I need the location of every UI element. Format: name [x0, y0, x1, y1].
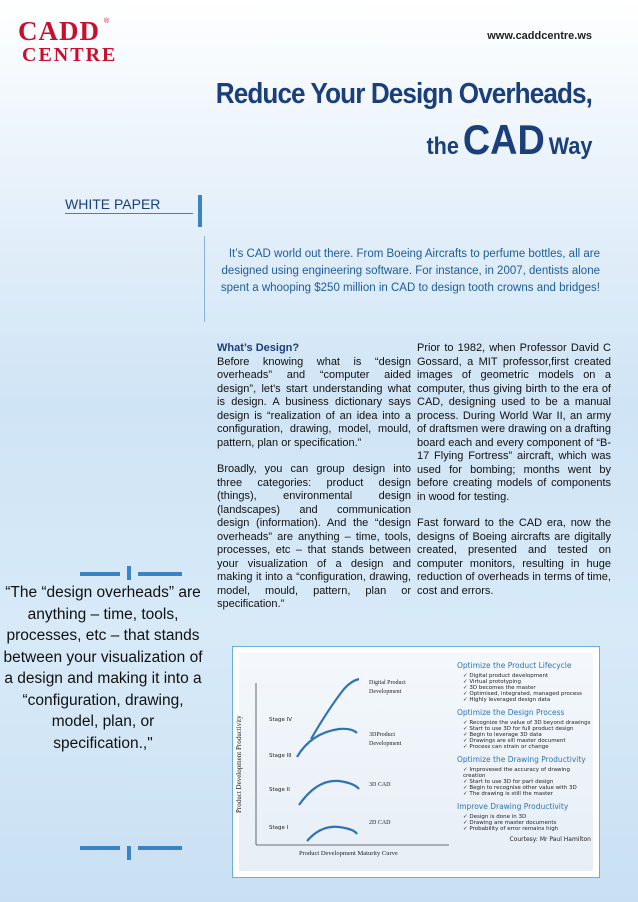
legend-item [463, 697, 591, 703]
curve-label: 3DProduct Development [369, 732, 402, 747]
curve-label: Digital Product Development [369, 680, 406, 695]
stage-label: Stage IV [269, 717, 293, 723]
intro-text: It’s CAD world out there. From Boeing Aircrafts to perfume bottles, all are designed using engineering software. For instance, in 2007, dentists alone spent a whooping $250 million in CAD to design tooth crowns and bridges! [220, 248, 600, 294]
quote-bar-bottom-right [138, 846, 182, 850]
legend-section [457, 708, 591, 750]
curve-2d-cad [307, 827, 357, 841]
legend-item-text: Drawings are sill master document [469, 738, 566, 744]
curve-3d-product [297, 729, 357, 757]
legend-item [463, 791, 591, 797]
figure-legend [457, 661, 591, 843]
legend-item-text: The drawing is still the master [469, 791, 553, 797]
legend-item [463, 826, 591, 832]
y-axis-label: Product Development Productivity [235, 715, 243, 813]
check-icon: ✓ [463, 785, 468, 791]
section-label: WHITE PAPER [65, 196, 161, 212]
legend-heading: Improve Drawing Productivity [457, 802, 569, 811]
paragraph: Before knowing what is “design overheads” and “computer aided design”, let's start understanding what is design. A business dictionary says design is “realization of an idea into a configuration, drawing, model, mould, pattern, plan or specification.” [217, 355, 411, 449]
legend-section [457, 802, 591, 832]
quote-bar-bottom-mid [127, 846, 131, 860]
legend-item-text: Probability of error remains high [469, 826, 559, 832]
x-axis-label: Product Development Maturity Curve [299, 850, 398, 857]
check-icon: ✓ [463, 691, 468, 697]
legend-item-text: Begin to leverage 3D data [469, 732, 542, 738]
check-icon: ✓ [463, 726, 468, 732]
title-cad: CAD [462, 116, 545, 163]
registered-mark: ® [104, 18, 110, 25]
figure-panel [235, 653, 593, 871]
quote-bar-top-left [80, 572, 120, 576]
legend-list [463, 767, 591, 797]
logo-text-bottom: CENTRE [22, 44, 118, 66]
title-the: the [426, 133, 459, 160]
check-icon: ✓ [463, 814, 468, 820]
left-column [217, 342, 411, 625]
intro-divider [204, 236, 205, 322]
legend-item-text: Drawing are master documents [469, 820, 557, 826]
legend-item-text: Optimised, integrated, managed process [469, 691, 583, 697]
check-icon: ✓ [463, 685, 468, 691]
legend-list [463, 814, 591, 832]
section-bar [198, 195, 202, 227]
product-maturity-figure [232, 646, 600, 878]
legend-item-text: Start to use 3D for part design [469, 779, 554, 785]
title-line-1: Reduce Your Design Overheads, [215, 78, 592, 110]
check-icon: ✓ [463, 744, 468, 750]
cadd-centre-logo [18, 18, 122, 65]
stage-label: Stage II [269, 787, 290, 793]
legend-item [463, 744, 591, 750]
quote-bar-bottom-left [80, 846, 120, 850]
check-icon: ✓ [463, 820, 468, 826]
right-column [417, 342, 611, 611]
legend-item-text: Digital product development [469, 673, 549, 679]
legend-heading: Optimize the Drawing Productivity [457, 755, 586, 764]
legend-section [457, 661, 591, 703]
legend-item-text: Improvesed the accuracy of drawing creation [463, 767, 570, 779]
legend-item-text: Design is done in 3D [469, 814, 527, 820]
check-icon: ✓ [463, 732, 468, 738]
check-icon: ✓ [463, 779, 468, 785]
check-icon: ✓ [463, 767, 468, 773]
section-underline [65, 213, 193, 214]
curve-3d-cad [299, 781, 359, 805]
legend-list [463, 673, 591, 703]
quote-bar-top-right [138, 572, 182, 576]
legend-item-text: Start to use 3D for full product design [469, 726, 574, 732]
legend-section [457, 755, 591, 797]
paragraph: Prior to 1982, when Professor David C Gossard, a MIT professor,first created images of geometric models on a computer, thus giving birth to the era of CAD, designing used to be a manual process. During World War II, an army of draftsmen were drawing on a drafting board each and every component of “B-17 Flying Fortress” aircraft, which was used for bombing; months went by before creating models of components in wood for testing. [417, 342, 611, 503]
check-icon: ✓ [463, 791, 468, 797]
legend-heading: Optimize the Product Lifecycle [457, 661, 572, 670]
section-heading: What’s Design? [217, 342, 300, 354]
legend-item-text: Virtual prototyping [469, 679, 522, 685]
website-url[interactable]: www.caddcentre.ws [487, 30, 592, 42]
stage-label: Stage I [269, 825, 289, 831]
legend-heading: Optimize the Design Process [457, 708, 565, 717]
check-icon: ✓ [463, 826, 468, 832]
check-icon: ✓ [463, 697, 468, 703]
legend-item-text: 3D becomes the master [469, 685, 536, 691]
stage-label: Stage III [269, 753, 292, 759]
legend-item-text: Process can strain or change [469, 744, 549, 750]
legend-list [463, 720, 591, 750]
check-icon: ✓ [463, 679, 468, 685]
legend-item-text: Begin to recognise other value with 3D [469, 785, 577, 791]
paragraph: Broadly, you can group design into three categories: product design (things), environmental design (landscapes) and communication design (information). And the “design overheads” are anything – time, tools, processes, etc – that stands between your visualization of a design and making it into a “configuration, drawing, model, mould, pattern, plan or specification.” [217, 463, 411, 610]
figure-courtesy: Courtesy: Mr Paul Hamilton [509, 836, 591, 843]
title-line-2 [426, 116, 592, 164]
check-icon: ✓ [463, 720, 468, 726]
legend-item-text: Highly leveraged design data [469, 697, 551, 703]
logo-text-top: CADD [18, 16, 100, 46]
paragraph: Fast forward to the CAD era, now the designs of Boeing aircrafts are digitally created, presented and tested on computer monitors, resulting in huge reduction of overheads in terms of time, cost and errors. [417, 517, 611, 597]
pull-quote: “The “design overheads” are anything – time, tools, processes, etc – that stands between your visualization of a design and making it into a “configuration, drawing, model, plan, or specification.," [3, 584, 203, 752]
quote-bar-top-mid [127, 566, 131, 580]
check-icon: ✓ [463, 673, 468, 679]
legend-item [463, 767, 591, 779]
check-icon: ✓ [463, 738, 468, 744]
title-way: Way [548, 133, 592, 160]
legend-item-text: Recognize the value of 3D beyond drawings [469, 720, 591, 726]
curve-label: 2D CAD [369, 820, 391, 826]
curve-label: 3D CAD [369, 782, 391, 788]
